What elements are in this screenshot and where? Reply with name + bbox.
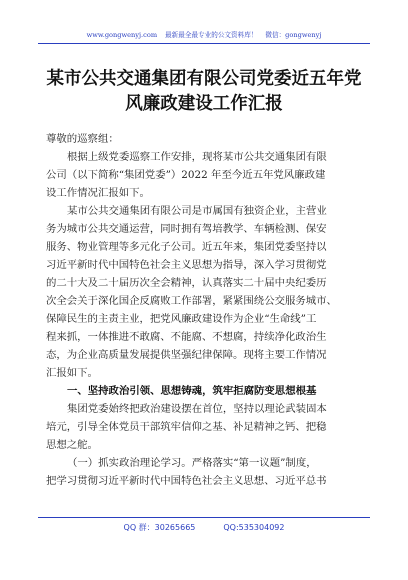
body-line: 思想之舵。: [46, 439, 98, 451]
header-slogan: 最新最全最专业的公文资料库！: [165, 31, 258, 39]
document-body: [46, 130, 364, 490]
body-line: （一）抓实政治理论学习。严格落实“第一议题”制度，: [67, 457, 317, 469]
body-line: 根据上级党委巡察工作安排，现将某市公共交通集团有限: [67, 151, 327, 163]
salutation: 尊敬的巡察组：: [46, 133, 119, 145]
section-heading: 一、坚持政治引领、思想铸魂，筑牢拒腐防变思想根基: [67, 385, 317, 397]
footer-divider: [38, 517, 370, 518]
page-header: [0, 30, 408, 40]
body-line: 程来抓，一体推进不敢腐、不能腐、不想腐，持续净化政治生: [46, 331, 327, 343]
footer-qq: QQ:535304092: [223, 523, 285, 532]
body-line: 某市公共交通集团有限公司是市属国有独资企业，主营业: [67, 205, 327, 217]
page-footer: [0, 522, 408, 534]
body-line: 的二十大及二十届历次全会精神，认真落实二十届中央纪委历: [46, 277, 327, 289]
header-divider: [38, 43, 370, 44]
document-title: [38, 67, 370, 117]
title-line-2: 风廉政建设工作汇报: [125, 94, 283, 114]
body-line: 汇报如下。: [46, 367, 98, 379]
header-site-link[interactable]: www.gongwenyj.com: [86, 31, 158, 39]
footer-qq-group: QQ 群：30265665: [123, 523, 196, 532]
title-line-1: 某市公共交通集团有限公司党委近五年党: [46, 69, 362, 89]
body-line: 设工作情况汇报如下。: [46, 187, 150, 199]
body-line: 集团党委始终把政治建设摆在首位，坚持以理论武装固本: [67, 403, 327, 415]
header-wechat: 微信：gongwenyj: [265, 31, 322, 39]
body-line: 态，为企业高质量发展提供坚强纪律保障。现将主要工作情况: [46, 349, 327, 361]
body-line: 保障民生的主责主业，把党风廉政建设作为企业“生命线”工: [46, 313, 317, 325]
body-line: 培元，引导全体党员干部筑牢信仰之基、补足精神之钙、把稳: [46, 421, 327, 433]
body-line: 把学习贯彻习近平新时代中国特色社会主义思想、习近平总书: [46, 475, 327, 487]
body-line: 服务、物业管理等多元化子公司。近五年来，集团党委坚持以: [46, 241, 327, 253]
body-line: 务为城市公共交通运营，同时拥有驾培教学、车辆检测、保安: [46, 223, 327, 235]
body-line: 次全会关于深化国企反腐败工作部署，紧紧围绕公交服务城市、: [46, 295, 337, 307]
body-line: 公司（以下简称“集团党委”）2022 年至今近五年党风廉政建: [46, 169, 326, 181]
body-line: 习近平新时代中国特色社会主义思想为指导，深入学习贯彻党: [46, 259, 327, 271]
